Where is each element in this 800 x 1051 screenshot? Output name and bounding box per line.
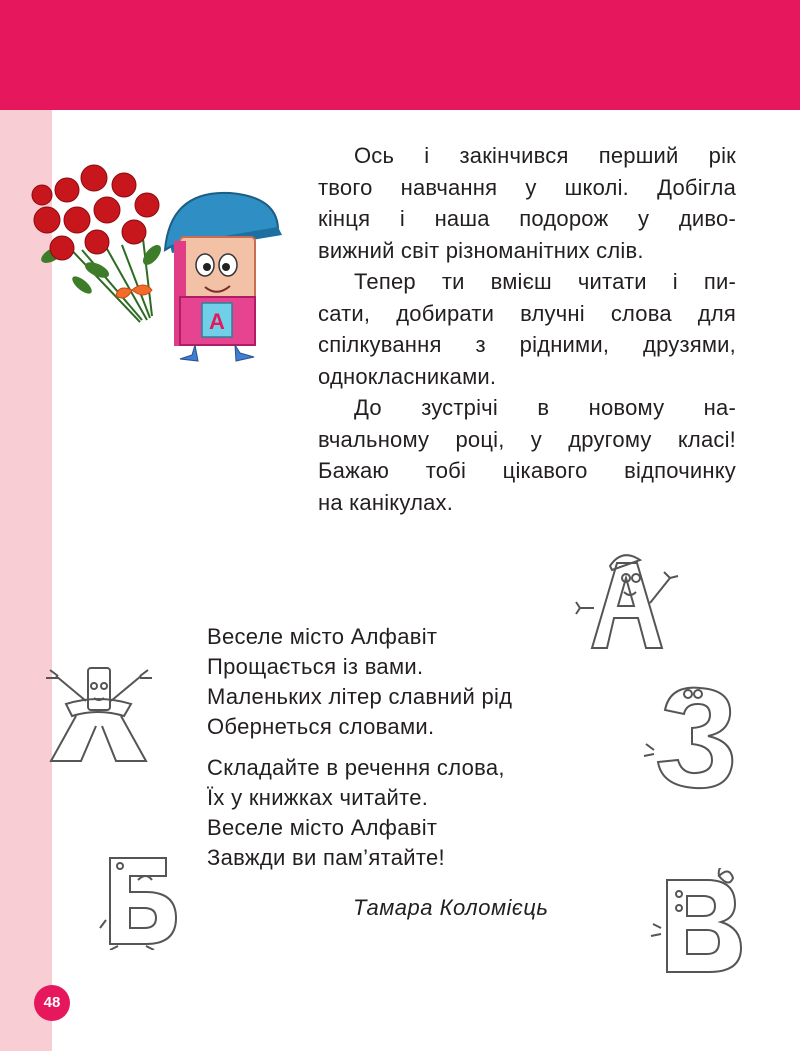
poem-line: Веселе місто Алфавіт: [207, 624, 438, 649]
mascot-letter: А: [209, 309, 225, 334]
poem: [207, 622, 607, 884]
letter-v-character-icon: [645, 868, 755, 978]
intro-paragraph: [318, 392, 736, 518]
text-line: вижний світ різноманітних слів.: [318, 237, 644, 263]
text-line: твого навчання у школі. Добігла: [318, 174, 736, 200]
poem-line: Маленьких літер славний рід: [207, 684, 513, 709]
text-line: Ось і закінчився перший рік: [354, 143, 736, 168]
poem-line: Завжди ви пам’ятайте!: [207, 845, 445, 870]
text-line: До зустрічі в новому на-: [354, 395, 736, 420]
text-line: однокласниками.: [318, 363, 497, 389]
letter-z-character-icon: [640, 680, 750, 795]
text-line: сати, добирати влучні слова для: [318, 300, 736, 326]
text-line: Бажаю тобі цікавого відпочинку: [318, 458, 736, 483]
text-line: спілкування з рідними, друзями,: [318, 332, 736, 357]
page-number-badge: 48: [34, 985, 70, 1021]
poem-line: Складайте в речення слова,: [207, 755, 505, 780]
text-line: вчальному році, у другому класі!: [318, 426, 736, 452]
poem-line: Веселе місто Алфавіт: [207, 815, 438, 840]
text-line: на канікулах.: [318, 489, 454, 515]
intro-letter-text: [318, 140, 736, 518]
book-mascot-icon: [150, 185, 290, 365]
poem-stanza: [207, 753, 607, 873]
intro-paragraph: [318, 266, 736, 392]
letter-zh-character-icon: [36, 656, 161, 771]
poem-line: Обернеться словами.: [207, 714, 435, 739]
poem-line: Їх у книжках читайте.: [207, 785, 429, 810]
poem-stanza: [207, 622, 607, 742]
text-line: кінця і наша подорож у диво-: [318, 206, 736, 231]
poem-author: Тамара Коломієць: [353, 895, 549, 920]
letter-b-character-icon: [98, 850, 183, 950]
poem-line: Прощається із вами.: [207, 654, 424, 679]
intro-paragraph: [318, 140, 736, 266]
text-line: Тепер ти вмієш читати і пи-: [354, 269, 736, 294]
header-band: [0, 0, 800, 110]
